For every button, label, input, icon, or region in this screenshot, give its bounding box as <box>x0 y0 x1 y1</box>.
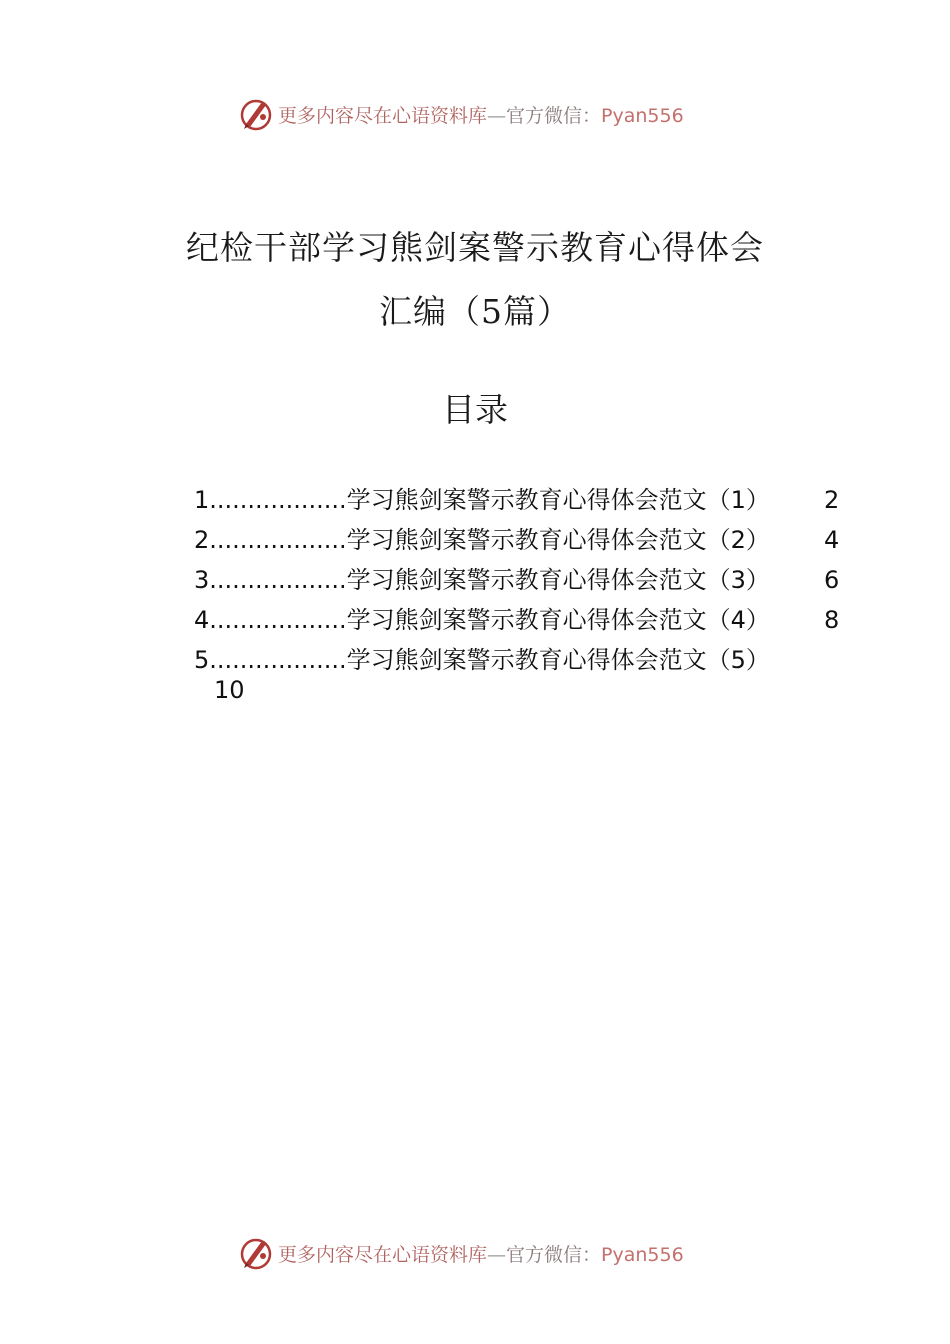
banner-wechat-label: 官方微信： <box>506 104 602 127</box>
toc-item-leader: .................. <box>209 566 347 594</box>
toc-item-text: 学习熊剑案警示教育心得体会范文（4） <box>346 606 770 634</box>
toc-item-number: 5 <box>194 646 210 674</box>
toc-item-3[interactable] <box>194 560 854 600</box>
toc-item-4[interactable] <box>194 600 854 640</box>
banner-dash: — <box>487 104 507 127</box>
toc-heading: 目录 <box>442 390 508 429</box>
toc-item-leader: .................. <box>209 646 347 674</box>
toc-item-page: 6 <box>824 566 840 594</box>
banner-handle[interactable]: Pyan556 <box>601 1243 684 1266</box>
toc-item-page: 4 <box>824 526 840 554</box>
toc-item-number: 1 <box>194 486 210 514</box>
toc-item-leader: .................. <box>209 606 347 634</box>
toc-item-page: 10 <box>214 676 245 704</box>
toc-item-leader: .................. <box>209 526 347 554</box>
document-title-line2: 汇编（5篇） <box>379 292 571 331</box>
banner-text <box>278 1240 684 1267</box>
banner-wechat-label: 官方微信： <box>506 1243 602 1266</box>
toc-item-page: 2 <box>824 486 840 514</box>
banner-dash: — <box>487 1243 507 1266</box>
header-banner <box>238 94 684 134</box>
footer-banner <box>238 1233 684 1273</box>
banner-prefix: 更多内容尽在心语资料库 <box>278 104 488 127</box>
toc-item-2[interactable] <box>194 520 854 560</box>
table-of-contents <box>194 480 854 704</box>
toc-item-text: 学习熊剑案警示教育心得体会范文（5） <box>346 646 770 674</box>
toc-item-1[interactable] <box>194 480 854 520</box>
banner-prefix: 更多内容尽在心语资料库 <box>278 1243 488 1266</box>
toc-item-page: 8 <box>824 606 840 634</box>
toc-item-text: 学习熊剑案警示教育心得体会范文（3） <box>346 566 770 594</box>
toc-item-text: 学习熊剑案警示教育心得体会范文（1） <box>346 486 770 514</box>
toc-item-number: 2 <box>194 526 210 554</box>
toc-item-number: 4 <box>194 606 210 634</box>
toc-item-leader: .................. <box>209 486 347 514</box>
pen-circle-icon <box>238 96 274 132</box>
toc-item-text: 学习熊剑案警示教育心得体会范文（2） <box>346 526 770 554</box>
toc-item-number: 3 <box>194 566 210 594</box>
pen-circle-icon <box>238 1235 274 1271</box>
document-title-line1: 纪检干部学习熊剑案警示教育心得体会 <box>186 228 764 267</box>
banner-handle[interactable]: Pyan556 <box>601 104 684 127</box>
toc-item-5[interactable] <box>194 640 854 704</box>
banner-text <box>278 101 684 128</box>
